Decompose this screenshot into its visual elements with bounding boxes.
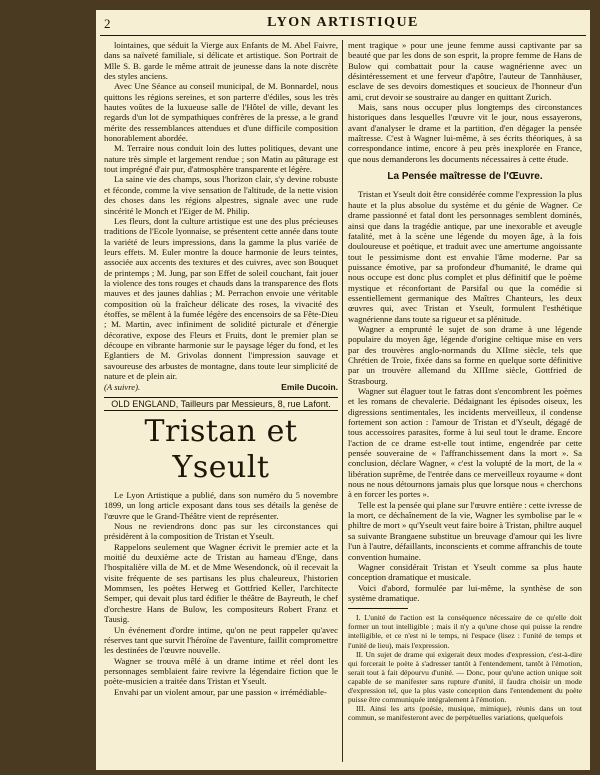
page-header <box>96 14 590 34</box>
page-number: 2 <box>104 16 111 31</box>
paragraph: Mais, sans nous occuper plus longtemps des circonstances historiques dans lesquelles l'œuvre vit le jour, nous essayerons, avant d'analyser le drame et la partition, d'en dégager la pensée maîtresse. C'est à Wagner lui-même, à ses écrits théoriques, à sa correspondance intime, encore à peu près inexplorée en France, que nous demanderons les documents nécessaires à cette étude. <box>348 102 582 164</box>
paragraph: Les fleurs, dont la culture artistique est une des plus précieuses traditions de l'Ecole lyonnaise, se présentent cette année dans toute la variété de leurs impressions, dans la gamme la plus variée de leurs effets. M. Euler montre la douce harmonie de leurs teintes, associée aux accents des textures et des cuivres, avec son Bouquet de printemps ; M. Jung, par son Effet de soleil couchant, fait jouer la violence des tons rouges et chauds dans la transparence des flots mauves et des jaunes dahlias ; M. Perrachon envoie une véritable composition où la fraîcheur délicate des roses, la vivacité des étoffes, se mêlent à la fumée légère des encensoirs de sa Fête-Dieu ; M. Martin, avec infiniment de solidité picturale et d'énergie décorative, expose des Fleurs et Fruits, dont le premier plan se découpe en vibrante harmonie sur le paysage léger du fond, et les Eglantiers de M. Grivolas donnent l'impression sauvage et savoureuse des arbustes de montagne, dans toute leur simplicité de nature et de plein air. <box>104 215 338 381</box>
paragraph: Wagner a emprunté le sujet de son drame à une légende populaire du moyen âge, légende d'origine celtique mise en vers par des trouvères anglo-normands du XIIme siècle, tels que Chrétien de Troie, fixée dans sa forme en quelque sorte définitive par un trouvère allemand du XIIIme siècle, Gottfried de Strasbourg. <box>348 323 582 386</box>
journal-page <box>96 10 590 770</box>
paragraph: Le Lyon Artistique a publié, dans son numéro du 5 novembre 1899, un long article exposant dans tous ses détails la genèse de l'œuvre que le Grand-Théâtre vient de représenter. <box>104 490 338 521</box>
paragraph: M. Terraire nous conduit loin des luttes politiques, devant une nature très simple et largement rendue ; son Matin au pâturage est tout imprégné d'air pur, d'atmosphère transparente et légère. <box>104 143 338 175</box>
right-column <box>348 40 582 764</box>
paragraph: Rappelons seulement que Wagner écrivit le premier acte et la moitié du deuxième acte de Tristan au hameau d'Enge, dans l'hospitalière villa de M. et de Mme Wesendonck, où il recevait la visite fréquente de ses partisans les plus chaleureux, l'historien Mommsen, les poètes Herweg et Gottfried Keller, l'architecte Semper, qui devait plus tard édifier le théâtre de Bayreuth, le chef d'orchestre Hans de Bulow, les compositeurs Robert Franz et Tausig. <box>104 541 338 625</box>
paragraph: Un événement d'ordre intime, qu'on ne peut rappeler qu'avec réserves tant que survit l'héroïne de l'aventure, faillit compromettre les destinées de l'œuvre nouvelle. <box>104 624 338 656</box>
footnote: I. L'unité de l'action est la conséquence nécessaire de ce qu'elle doit former un tout intelligible ; mais il n'y a qu'une chose qui puisse la rendre intelligible, et ce n'est ni le temps, ni l'espace (lisez : l'unité de temps et l'unité de lieu), mais l'expression. <box>348 613 582 650</box>
paragraph: ment tragique » pour une jeune femme aussi captivante par sa beauté que par les dons de son esprit, la propre femme de Hans de Bulow qui combattait pour la cause wagnérienne avec un désintéressement et une ferveur d'apôtre, l'auteur de Tannhäuser, esclave de ses devoirs domestiques et soucieux de l'honneur d'un ami, crut devoir se soustraire au danger en quittant Zurich. <box>348 40 582 102</box>
section-heading: La Pensée maîtresse de l'Œuvre. <box>387 171 543 183</box>
paragraph: Tristan et Yseult doit être considérée comme l'expression la plus haute et la plus absolue du système et du génie de Wagner. Ce drame passionné et fatal dont les personnages semblent dominés, ainsi que dans la tragédie antique, par une inexorable et aveugle fatalité, met à la scène une légende du moyen âge, à la fois douloureuse et poétique, et traduit avec une amertume angoissante tout le pessimisme dont est envahie l'âme moderne. Par sa puissance émotive, par sa profondeur d'humanité, le drame qui nous occupe est donc plus complet et plus définitif que le poème mystique et réconfortant de Parsifal ou que la comédie si essentiellement germanique des Maîtres Chanteurs, les deux œuvres qui, avec Tristan et Yseult, formulent l'esthétique wagnérienne dans toute sa rigueur et sa plénitude. <box>348 189 582 324</box>
paragraph: lointaines, que séduit la Vierge aux Enfants de M. Abel Faivre, dans sa naïveté familiale, si délicate et artistique. Son Portrait de Mlle S. B. garde le même attrait de jeunesse dans la note discrète des styles anciens. <box>104 40 338 82</box>
advertisement-banner: OLD ENGLAND, Tailleurs par Messieurs, 8, rue Lafont. <box>104 397 338 411</box>
paragraph: Voici d'abord, formulée par lui-même, la synthèse de son système dramatique. <box>348 582 582 603</box>
article-signature-line <box>104 382 338 392</box>
footnote: III. Ainsi les arts (poésie, musique, mimique), réunis dans un tout commun, se manifesteront avec de perpétuelles variations, quelquefois <box>348 704 582 723</box>
paragraph: Wagner se trouva mêlé à un drame intime et réel dont les personnages semblaient faire revivre la légendaire fiction que le poète-musicien a traitée dans Tristan et Yseult. <box>104 655 338 687</box>
to-be-continued: (A suivre). <box>104 382 141 393</box>
paragraph: La saine vie des champs, sous l'horizon clair, s'y devine robuste et féconde, comme la vive sensation de l'altitude, de la nette vision des choses dans les régions alpestres, signale avec une rude sincérité le Monch et l'Eiger de M. Philip. <box>104 174 338 216</box>
footnotes <box>348 613 582 722</box>
paragraph: Telle est la pensée qui plane sur l'œuvre entière : cette ivresse de la mort, ce déchaînement de la vie, Wagner les symbolise par le « philtre de mort » qu'Yseult veut faire boire à Tristan, philtre auquel sa suivante Brangaene substitue un breuvage d'amour qui les livre l'un à l'autre, défaillants, inconscients et comme affranchis de toute convention humaine. <box>348 499 582 562</box>
paragraph: Avec Une Séance au conseil municipal, de M. Bonnardel, nous quittons les régions sereines, et son parterre d'édiles, sous les très hautes voûtes de la luxueuse salle de l'Hôtel de ville, devant les regards d'un lot de sympathiques confrères de la presse, a le grand mérite des ressemblances attendues et d'une difficile composition honorablement abordée. <box>104 81 338 144</box>
journal-title: LYON ARTISTIQUE <box>267 15 419 30</box>
paragraph: Wagner sut élaguer tout le fatras dont s'encombrent les poèmes et les romans de chevalerie. Dédaignant les épisodes oiseux, les digressions sentimentales, les incidents merveilleux, il condense fortement son action : l'amour de Tristan et d'Yseult, dégagé de tous accessoires parasites, forme à lui seul tout le drame. Encore l'action de ce drame est-elle tout intime, engendrée par cette pensée souveraine de « l'affranchissement dans la mort ». Sa conclusion, déclare Wagner, « c'est la volupté de la mort, de la « libération suprême, de l'entrée dans ce merveilleux royaume « dont nous ne nous détournons jamais plus que lorsque nous « cherchons à en forcer les portes ». <box>348 386 582 500</box>
header-rule <box>100 35 586 36</box>
left-column <box>104 40 338 764</box>
column-rule <box>342 40 343 762</box>
footnote-rule <box>348 608 408 609</box>
paragraph: Nous ne reviendrons donc pas sur les circonstances qui présidèrent à la composition de Tristan et Yseult. <box>104 521 338 542</box>
paragraph: Envahi par un violent amour, par une passion « irrémédiable- <box>114 686 327 697</box>
footnote: II. Un sujet de drame qui exigerait deux modes d'expression, c'est-à-dire qui forcerait le poète à s'adresser tantôt à l'entendement, tantôt à l'émotion, serait tout à fait dépourvu d'unité. — Donc, pour qu'une action unique soit capable de se manifester sans rupture d'unité, il faudra choisir un mode d'expression tel, que la plus vaste conception dans l'entendement du poète puisse être communiquée intégralement à l'émotion. <box>348 649 582 705</box>
paragraph: Wagner considérait Tristan et Yseult comme sa plus haute conception dramatique et musicale. <box>348 561 582 583</box>
author-signature: Emile Ducoin. <box>281 382 338 393</box>
article-title: Tristan et Yseult <box>144 414 298 486</box>
